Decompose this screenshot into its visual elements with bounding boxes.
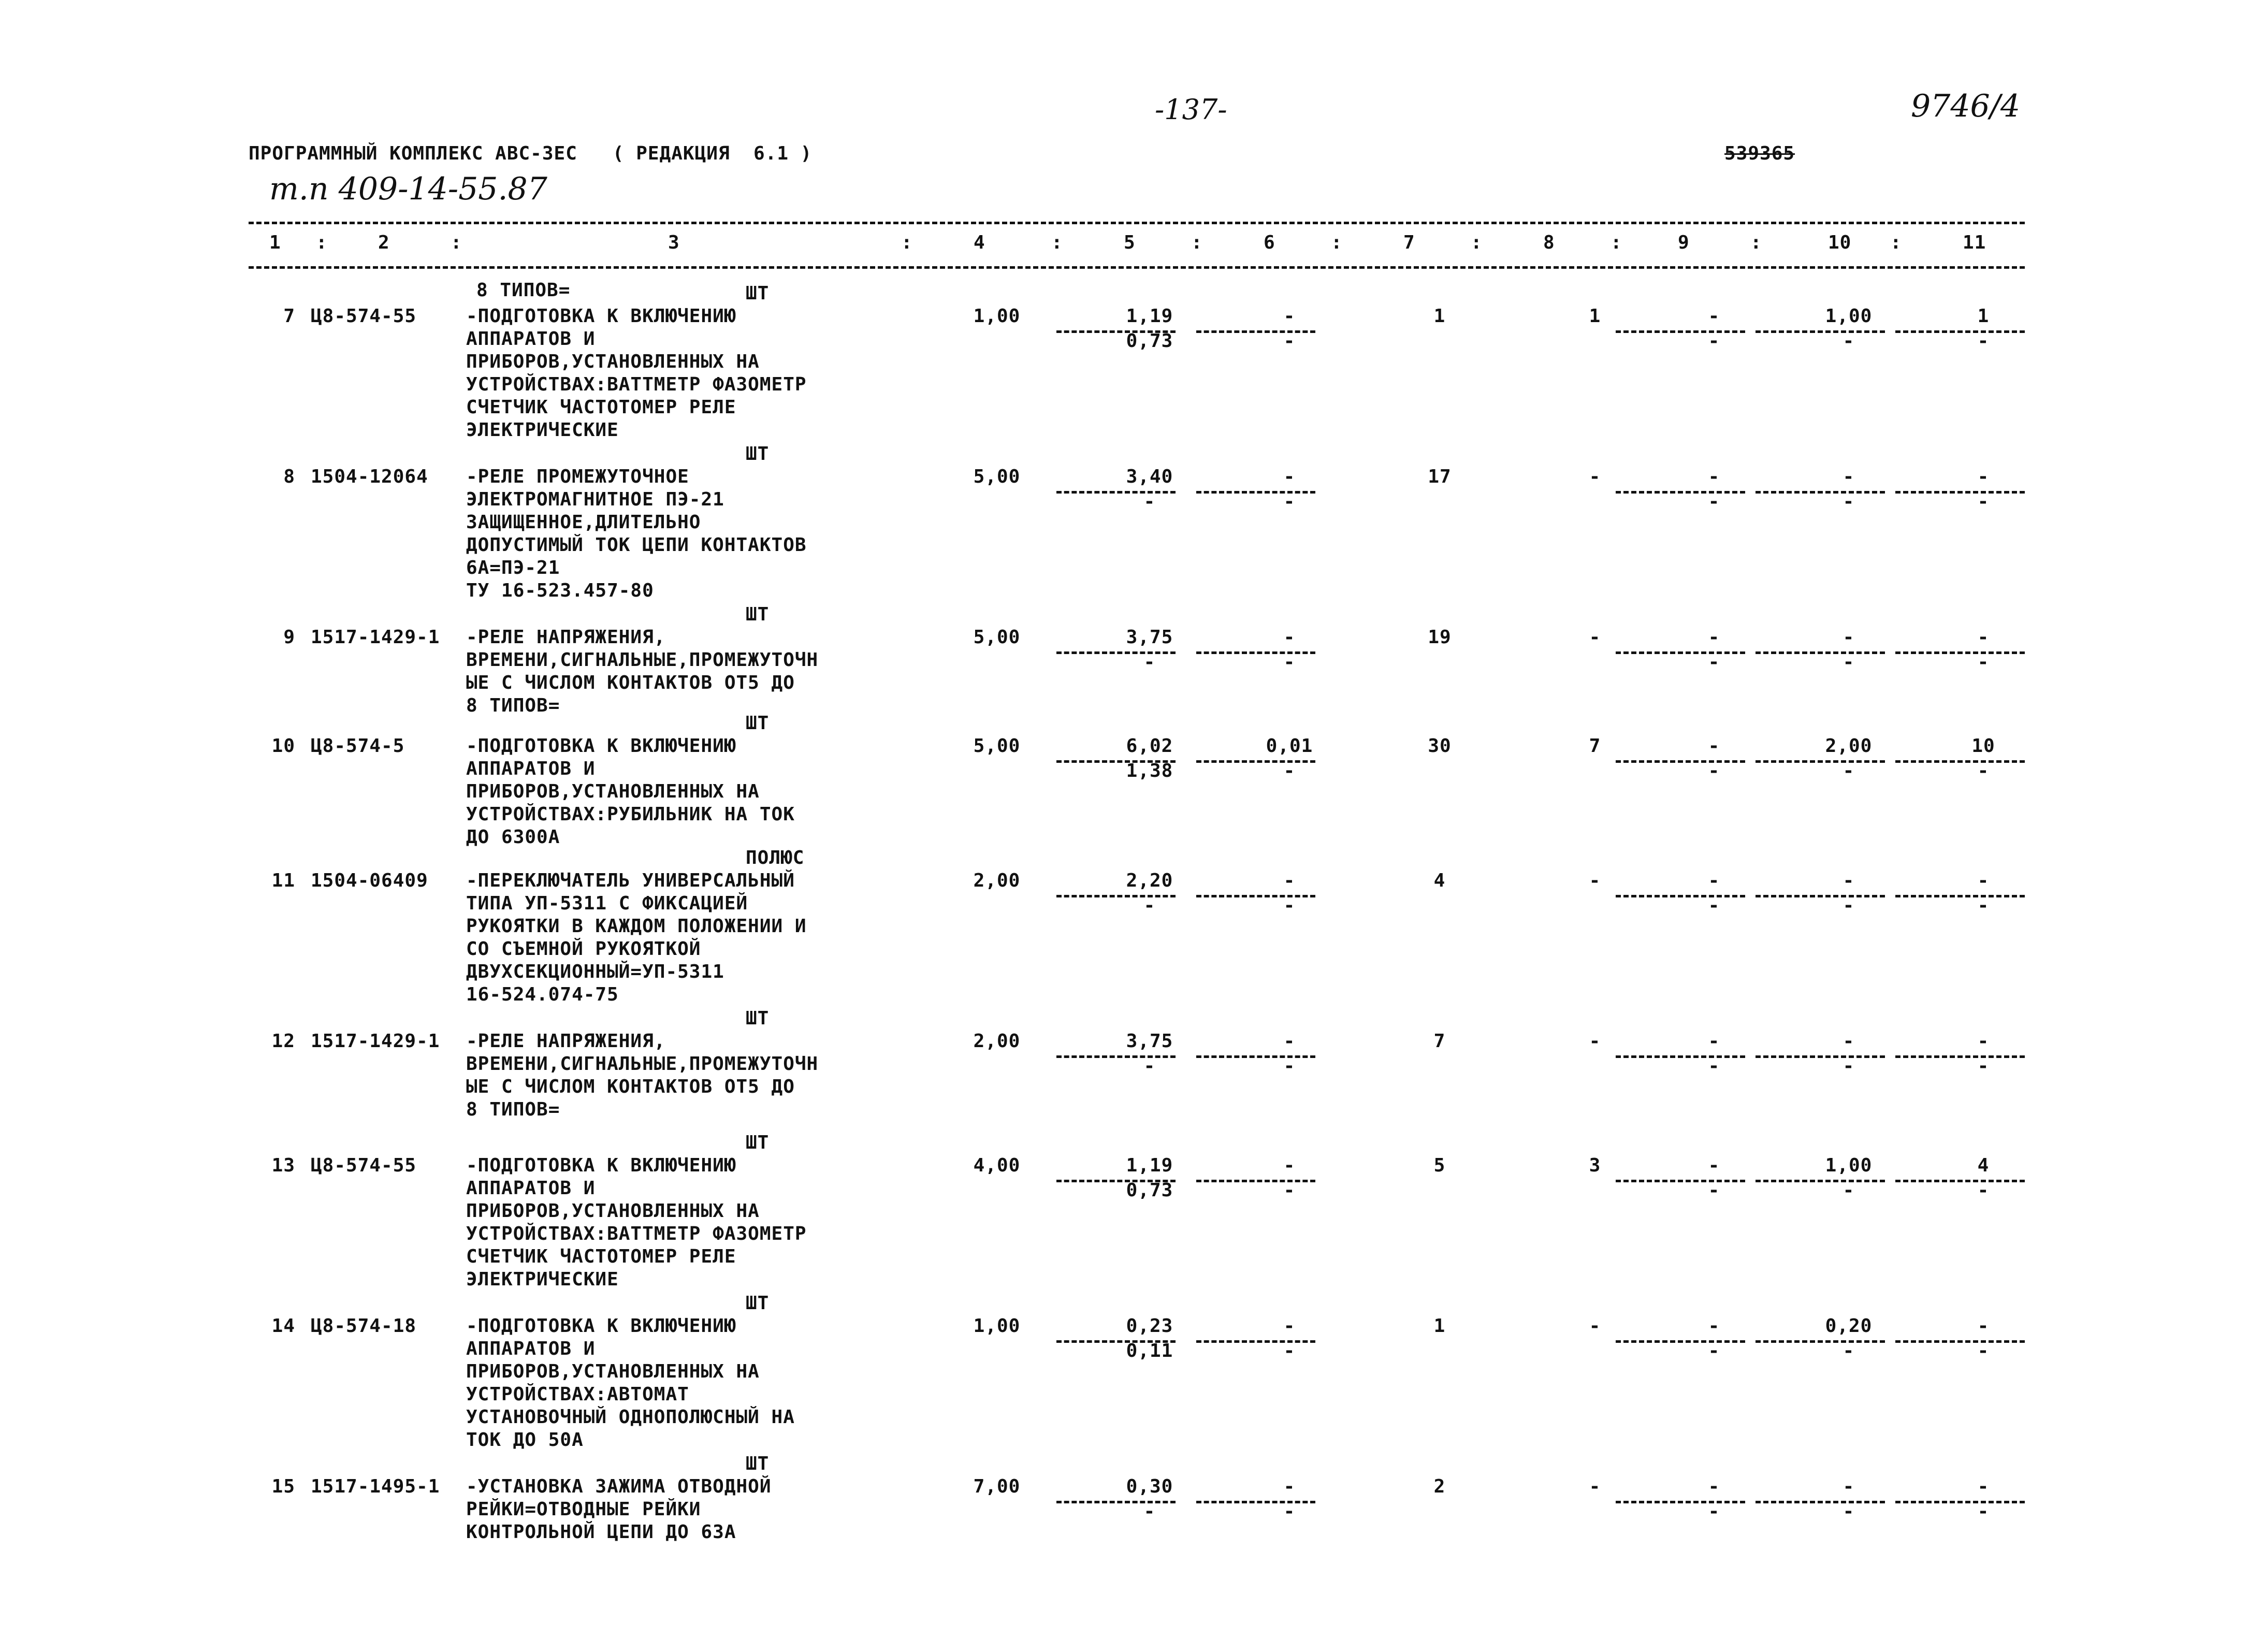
description-line: ТИПА УП-5311 С ФИКСАЦИЕЙ	[466, 893, 748, 914]
description-line: УСТРОЙСТВАХ:РУБИЛЬНИК НА ТОК	[466, 804, 795, 825]
cell-c5b: -	[1143, 895, 1156, 916]
cell-c6a: -	[1283, 1476, 1296, 1497]
cell-c10b: -	[1843, 1501, 1855, 1522]
row-number: 10	[271, 735, 295, 757]
description-line: 16-524.074-75	[466, 984, 619, 1005]
cell-c5b: 1,38	[1126, 760, 1173, 781]
page-number: -137-	[1155, 93, 1227, 126]
cell-c5a: 3,40	[1126, 466, 1173, 487]
column-number: 11	[1963, 232, 1986, 253]
description-line: ЫЕ С ЧИСЛОМ КОНТАКТОВ ОТ5 ДО	[466, 1076, 795, 1097]
cell-c11b: -	[1977, 895, 1990, 916]
cell-c4: 1,00	[973, 1315, 1021, 1337]
cell-c11a: 1	[1977, 306, 1990, 327]
cell-c11b: -	[1977, 491, 1990, 512]
column-separator: :	[901, 232, 913, 253]
description-line: СЧЕТЧИК ЧАСТОТОМЕР РЕЛЕ	[466, 1246, 736, 1267]
unit-label: ШТ	[746, 443, 770, 465]
item-code: 1517-1429-1	[311, 1031, 440, 1052]
cell-c8: 1	[1589, 306, 1601, 327]
column-number: 6	[1264, 232, 1275, 253]
row-number: 8	[283, 466, 295, 487]
column-number: 5	[1124, 232, 1136, 253]
description-line: СО СЪЕМНОЙ РУКОЯТКОЙ	[466, 938, 701, 960]
description-line: КОНТРОЛЬНОЙ ЦЕПИ ДО 63А	[466, 1521, 736, 1543]
cell-c6b: -	[1283, 330, 1296, 352]
cell-c9b: -	[1708, 330, 1720, 352]
description-line: -ПЕРЕКЛЮЧАТЕЛЬ УНИВЕРСАЛЬНЫЙ	[466, 870, 795, 891]
column-number: 7	[1403, 232, 1415, 253]
row-number: 14	[271, 1315, 295, 1337]
description-line: СЧЕТЧИК ЧАСТОТОМЕР РЕЛЕ	[466, 397, 736, 418]
item-code: Ц8-574-5	[311, 735, 405, 757]
cell-c10a: -	[1843, 870, 1855, 891]
cell-c5b: 0,11	[1126, 1340, 1173, 1361]
cell-c11a: -	[1977, 466, 1990, 487]
description-line: ЭЛЕКТРОМАГНИТНОЕ ПЭ-21	[466, 489, 724, 510]
item-code: 1504-06409	[311, 870, 428, 891]
item-description	[466, 627, 818, 718]
description-line: УСТАНОВОЧНЫЙ ОДНОПОЛЮСНЫЙ НА	[466, 1407, 795, 1428]
cell-c4: 5,00	[973, 466, 1021, 487]
cell-c11b: -	[1977, 1340, 1990, 1361]
cell-c5a: 0,30	[1126, 1476, 1173, 1497]
column-number: 4	[974, 232, 985, 253]
cell-c9b: -	[1708, 1501, 1720, 1522]
cell-c10a: 1,00	[1825, 1155, 1873, 1176]
cell-c11a: -	[1977, 1476, 1990, 1497]
description-line: АППАРАТОВ И	[466, 758, 596, 779]
handwritten-reference: 9746/4	[1911, 88, 2021, 124]
column-separator: :	[1750, 232, 1762, 253]
cell-c10a: -	[1843, 1476, 1855, 1497]
cell-c10a: -	[1843, 1031, 1855, 1052]
cell-c7: 2	[1433, 1476, 1446, 1497]
cell-c9a: -	[1708, 1315, 1720, 1337]
cell-c8: 7	[1589, 735, 1601, 757]
cell-c9b: -	[1708, 1055, 1720, 1077]
item-description	[466, 735, 795, 849]
description-line: -РЕЛЕ НАПРЯЖЕНИЯ,	[466, 627, 666, 648]
cell-c10a: -	[1843, 627, 1855, 648]
cell-c6b: -	[1283, 491, 1296, 512]
cell-c8: -	[1589, 1031, 1601, 1052]
description-line: УСТРОЙСТВАХ:ВАТТМЕТР ФАЗОМЕТР	[466, 374, 807, 395]
cell-c9b: -	[1708, 895, 1720, 916]
description-line: -РЕЛЕ НАПРЯЖЕНИЯ,	[466, 1031, 666, 1052]
item-code: Ц8-574-55	[311, 1155, 417, 1176]
column-number: 1	[269, 232, 281, 253]
cell-c4: 2,00	[973, 870, 1021, 891]
description-line: ПРИБОРОВ,УСТАНОВЛЕННЫХ НА	[466, 1361, 760, 1382]
cell-c10a: 0,20	[1825, 1315, 1873, 1337]
description-line: -РЕЛЕ ПРОМЕЖУТОЧНОЕ	[466, 466, 689, 487]
description-line: ЭЛЕКТРИЧЕСКИЕ	[466, 1269, 619, 1290]
description-line: АППАРАТОВ И	[466, 1338, 596, 1359]
description-line: УСТРОЙСТВАХ:АВТОМАТ	[466, 1384, 689, 1405]
item-description	[466, 1155, 807, 1292]
item-code: 1517-1495-1	[311, 1476, 440, 1497]
cell-c4: 5,00	[973, 627, 1021, 648]
cell-c9a: -	[1708, 735, 1720, 757]
project-reference: т.п 409-14-55.87	[269, 171, 547, 207]
cell-c10b: -	[1843, 895, 1855, 916]
description-line: ПРИБОРОВ,УСТАНОВЛЕННЫХ НА	[466, 781, 760, 802]
cell-c5a: 6,02	[1126, 735, 1173, 757]
cell-c6a: -	[1283, 870, 1296, 891]
cell-c11a: -	[1977, 1315, 1990, 1337]
cell-c10b: -	[1843, 1340, 1855, 1361]
cell-c6a: -	[1283, 306, 1296, 327]
cell-c8: -	[1589, 627, 1601, 648]
cell-c11b: -	[1977, 1501, 1990, 1522]
description-line: АППАРАТОВ И	[466, 1178, 596, 1199]
cell-c11a: -	[1977, 627, 1990, 648]
item-code: 1504-12064	[311, 466, 428, 487]
cell-c9a: -	[1708, 1031, 1720, 1052]
description-line: ВРЕМЕНИ,СИГНАЛЬНЫЕ,ПРОМЕЖУТОЧН	[466, 649, 819, 671]
unit-label: ШТ	[746, 283, 770, 304]
description-line: -ПОДГОТОВКА К ВКЛЮЧЕНИЮ	[466, 1155, 736, 1176]
cell-c10a: 1,00	[1825, 306, 1873, 327]
cell-c7: 5	[1433, 1155, 1446, 1176]
cell-c10b: -	[1843, 491, 1855, 512]
cell-c9b: -	[1708, 760, 1720, 781]
description-line: ЗАЩИЩЕННОЕ,ДЛИТЕЛЬНО	[466, 512, 701, 533]
cell-c11b: -	[1977, 651, 1990, 673]
unit-label: ШТ	[746, 604, 770, 625]
unit-label: ШТ	[746, 1453, 770, 1474]
cell-c5b: -	[1143, 1055, 1156, 1077]
cell-c9a: -	[1708, 466, 1720, 487]
description-line: ПРИБОРОВ,УСТАНОВЛЕННЫХ НА	[466, 351, 760, 372]
cell-c7: 7	[1433, 1031, 1446, 1052]
column-number: 8	[1543, 232, 1555, 253]
cell-c5a: 1,19	[1126, 306, 1173, 327]
description-line: УСТРОЙСТВАХ:ВАТТМЕТР ФАЗОМЕТР	[466, 1223, 807, 1244]
unit-label: ШТ	[746, 713, 770, 734]
description-line: ВРЕМЕНИ,СИГНАЛЬНЫЕ,ПРОМЕЖУТОЧН	[466, 1053, 819, 1075]
item-code: Ц8-574-55	[311, 306, 417, 327]
cell-c9a: -	[1708, 1155, 1720, 1176]
cell-c5b: 0,73	[1126, 1180, 1173, 1201]
cell-c10b: -	[1843, 330, 1855, 352]
cell-c10a: -	[1843, 466, 1855, 487]
cell-c9a: -	[1708, 1476, 1720, 1497]
row-number: 11	[271, 870, 295, 891]
description-line: -УСТАНОВКА ЗАЖИМА ОТВОДНОЙ	[466, 1476, 772, 1497]
unit-label: ШТ	[746, 1293, 770, 1314]
cell-c9b: -	[1708, 491, 1720, 512]
cell-c6a: -	[1283, 627, 1296, 648]
column-separator: :	[1331, 232, 1343, 253]
cell-c9a: -	[1708, 306, 1720, 327]
cell-c11a: 10	[1971, 735, 1995, 757]
cell-c6b: -	[1283, 1180, 1296, 1201]
cell-c10b: -	[1843, 651, 1855, 673]
cell-c5b: -	[1143, 651, 1156, 673]
description-line: -ПОДГОТОВКА К ВКЛЮЧЕНИЮ	[466, 735, 736, 757]
cell-c5a: 1,19	[1126, 1155, 1173, 1176]
cell-c10a: 2,00	[1825, 735, 1873, 757]
cell-c8: -	[1589, 1476, 1601, 1497]
cell-c5a: 3,75	[1126, 1031, 1173, 1052]
cell-c6b: -	[1283, 895, 1296, 916]
row-number: 9	[283, 627, 295, 648]
cell-c7: 17	[1428, 466, 1452, 487]
cell-c7: 30	[1428, 735, 1452, 757]
cell-c7: 4	[1433, 870, 1446, 891]
header-rule-bottom	[249, 266, 2025, 269]
row-number: 15	[271, 1476, 295, 1497]
cell-c6a: -	[1283, 1155, 1296, 1176]
cell-c11a: 4	[1977, 1155, 1990, 1176]
struck-code: 539365	[1724, 143, 1795, 164]
column-separator: :	[1611, 232, 1622, 253]
item-description	[466, 1476, 772, 1544]
cell-c8: -	[1589, 1315, 1601, 1337]
cell-c4: 7,00	[973, 1476, 1021, 1497]
cell-c11b: -	[1977, 1180, 1990, 1201]
description-line: ЭЛЕКТРИЧЕСКИЕ	[466, 419, 619, 441]
cell-c7: 1	[1433, 306, 1446, 327]
item-description	[466, 306, 807, 442]
column-separator: :	[451, 232, 462, 253]
cell-c11a: -	[1977, 1031, 1990, 1052]
item-code: Ц8-574-18	[311, 1315, 417, 1337]
cell-c7: 1	[1433, 1315, 1446, 1337]
cell-c4: 4,00	[973, 1155, 1021, 1176]
cell-c4: 5,00	[973, 735, 1021, 757]
item-description	[466, 1315, 795, 1452]
unit-label: ПОЛЮС	[746, 847, 805, 868]
column-number: 2	[378, 232, 390, 253]
description-line: ТУ 16-523.457-80	[466, 580, 654, 601]
item-code: 1517-1429-1	[311, 627, 440, 648]
column-separator: :	[1191, 232, 1203, 253]
header-rule-top	[249, 222, 2025, 224]
item-description	[466, 870, 807, 1007]
description-line: РУКОЯТКИ В КАЖДОМ ПОЛОЖЕНИИ И	[466, 916, 807, 937]
description-line: 8 ТИПОВ=	[466, 695, 560, 716]
column-number: 3	[668, 232, 680, 253]
cell-c7: 19	[1428, 627, 1452, 648]
cell-c10b: -	[1843, 1055, 1855, 1077]
column-separator: :	[316, 232, 328, 253]
row-number: 13	[271, 1155, 295, 1176]
cell-c10b: -	[1843, 760, 1855, 781]
cell-c11b: -	[1977, 1055, 1990, 1077]
description-line: -ПОДГОТОВКА К ВКЛЮЧЕНИЮ	[466, 306, 736, 327]
column-number: 10	[1828, 232, 1852, 253]
cell-c11b: -	[1977, 330, 1990, 352]
cell-c11b: -	[1977, 760, 1990, 781]
cell-c5a: 2,20	[1126, 870, 1173, 891]
description-line: ПРИБОРОВ,УСТАНОВЛЕННЫХ НА	[466, 1200, 760, 1222]
column-separator: :	[1890, 232, 1902, 253]
cell-c6a: -	[1283, 1315, 1296, 1337]
unit-label: ШТ	[746, 1132, 770, 1153]
program-title: ПРОГРАММНЫЙ КОМПЛЕКС АВС-3ЕС ( РЕДАКЦИЯ 6.1 )	[249, 143, 813, 164]
cell-c9b: -	[1708, 1180, 1720, 1201]
column-number: 9	[1678, 232, 1690, 253]
row-number: 12	[271, 1031, 295, 1052]
description-line: РЕЙКИ=ОТВОДНЫЕ РЕЙКИ	[466, 1499, 701, 1520]
cell-c6b: -	[1283, 1340, 1296, 1361]
cell-c8: 3	[1589, 1155, 1601, 1176]
cell-c6a: -	[1283, 466, 1296, 487]
cell-c6b: -	[1283, 1501, 1296, 1522]
description-line: 6А=ПЭ-21	[466, 557, 560, 578]
description-line: ДО 6300А	[466, 827, 560, 848]
description-line: ДВУХСЕКЦИОННЫЙ=УП-5311	[466, 961, 724, 982]
cell-c8: -	[1589, 870, 1601, 891]
cell-c6b: -	[1283, 651, 1296, 673]
description-line: ТОК ДО 50А	[466, 1429, 584, 1451]
description-line: ЫЕ С ЧИСЛОМ КОНТАКТОВ ОТ5 ДО	[466, 672, 795, 693]
column-separator: :	[1051, 232, 1063, 253]
cell-c4: 2,00	[973, 1031, 1021, 1052]
cell-c9a: -	[1708, 870, 1720, 891]
cell-c6a: 0,01	[1266, 735, 1313, 757]
row-number: 7	[283, 306, 295, 327]
cell-c8: -	[1589, 466, 1601, 487]
item-description	[466, 1031, 818, 1122]
cell-c5b: -	[1143, 1501, 1156, 1522]
item-description	[466, 466, 807, 603]
description-line: 8 ТИПОВ=	[466, 1099, 560, 1120]
description-line: АППАРАТОВ И	[466, 328, 596, 350]
cell-c5b: -	[1143, 491, 1156, 512]
unit-label: ШТ	[746, 1008, 770, 1029]
description-line: ДОПУСТИМЫЙ ТОК ЦЕПИ КОНТАКТОВ	[466, 534, 807, 556]
cell-c6a: -	[1283, 1031, 1296, 1052]
column-separator: :	[1471, 232, 1483, 253]
cell-c11a: -	[1977, 870, 1990, 891]
cell-c9b: -	[1708, 651, 1720, 673]
cell-c9a: -	[1708, 627, 1720, 648]
cell-c5a: 3,75	[1126, 627, 1173, 648]
cell-c6b: -	[1283, 760, 1296, 781]
cell-c9b: -	[1708, 1340, 1720, 1361]
cell-c5a: 0,23	[1126, 1315, 1173, 1337]
cell-c6b: -	[1283, 1055, 1296, 1077]
cell-c5b: 0,73	[1126, 330, 1173, 352]
cell-c10b: -	[1843, 1180, 1855, 1201]
carryover-line: 8 ТИПОВ=	[476, 280, 571, 301]
description-line: -ПОДГОТОВКА К ВКЛЮЧЕНИЮ	[466, 1315, 736, 1337]
cell-c4: 1,00	[973, 306, 1021, 327]
